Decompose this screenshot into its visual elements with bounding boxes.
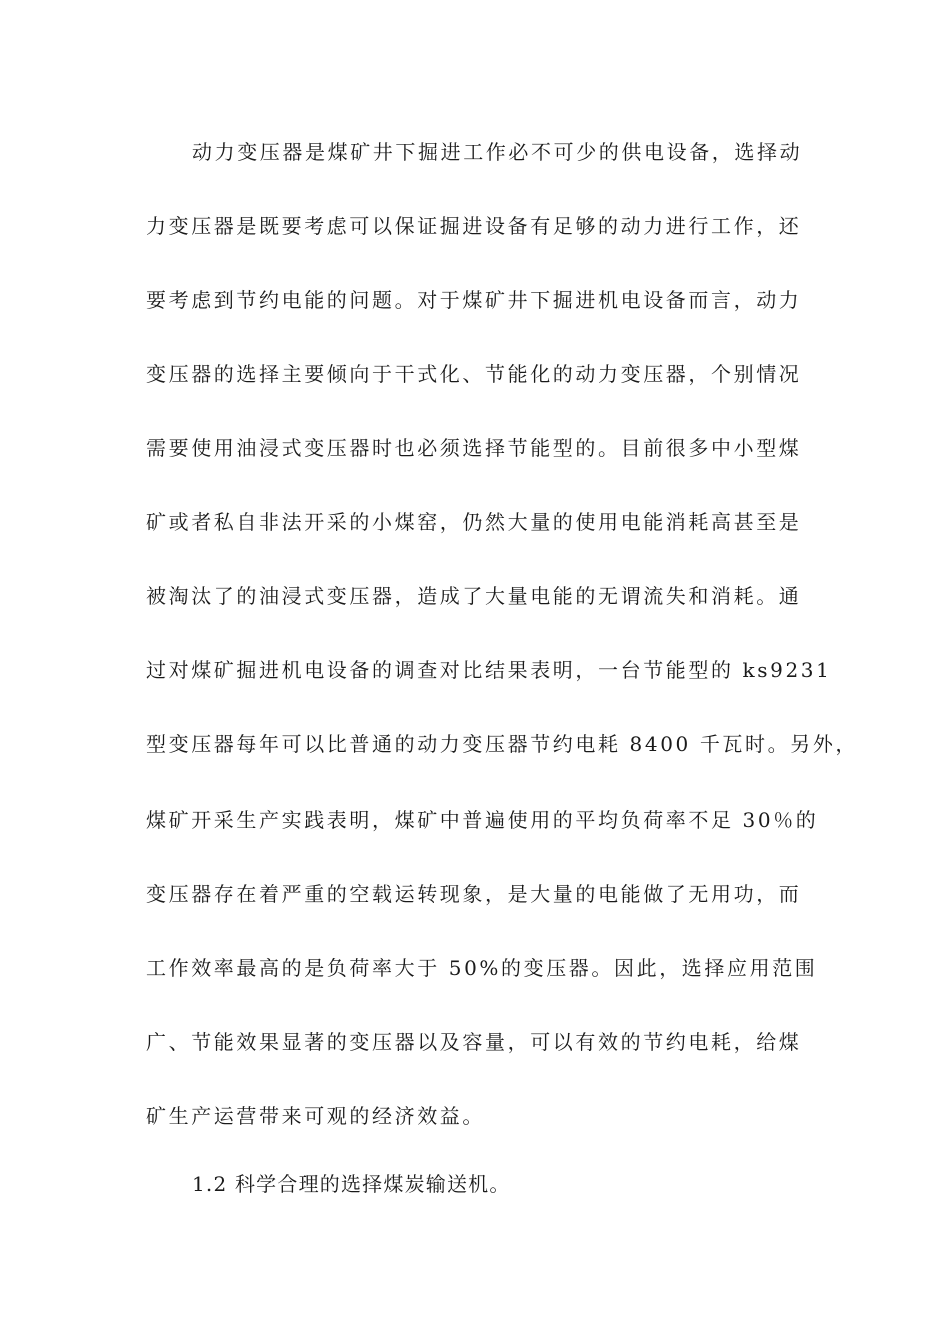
- paragraph-line-10: 煤矿开采生产实践表明，煤矿中普遍使用的平均负荷率不足 30％的: [146, 808, 819, 832]
- paragraph-line-6: 矿或者私自非法开采的小煤窑，仍然大量的使用电能消耗高甚至是: [146, 510, 802, 534]
- paragraph-line-7: 被淘汰了的油浸式变压器，造成了大量电能的无谓流失和消耗。通: [146, 584, 802, 608]
- paragraph-line-11: 变压器存在着严重的空载运转现象，是大量的电能做了无用功，而: [146, 882, 802, 906]
- paragraph-line-9: 型变压器每年可以比普通的动力变压器节约电耗 8400 千瓦时。另外，: [146, 732, 859, 756]
- paragraph-line-12: 工作效率最高的是负荷率大于 50%的变压器。因此，选择应用范围: [146, 956, 818, 980]
- paragraph-line-5: 需要使用油浸式变压器时也必须选择节能型的。目前很多中小型煤: [146, 436, 802, 460]
- section-heading: 1.2 科学合理的选择煤炭输送机。: [192, 1172, 511, 1196]
- paragraph-line-1: 动力变压器是煤矿井下掘进工作必不可少的供电设备，选择动: [192, 140, 803, 164]
- paragraph-line-3: 要考虑到节约电能的问题。对于煤矿井下掘进机电设备而言，动力: [146, 288, 802, 312]
- paragraph-line-8: 过对煤矿掘进机电设备的调查对比结果表明，一台节能型的 ks9231: [146, 658, 832, 682]
- paragraph-line-14: 矿生产运营带来可观的经济效益。: [146, 1104, 485, 1128]
- paragraph-line-2: 力变压器是既要考虑可以保证掘进设备有足够的动力进行工作，还: [146, 214, 802, 238]
- paragraph-line-13: 广、节能效果显著的变压器以及容量，可以有效的节约电耗，给煤: [146, 1030, 802, 1054]
- paragraph-line-4: 变压器的选择主要倾向于干式化、节能化的动力变压器，个别情况: [146, 362, 802, 386]
